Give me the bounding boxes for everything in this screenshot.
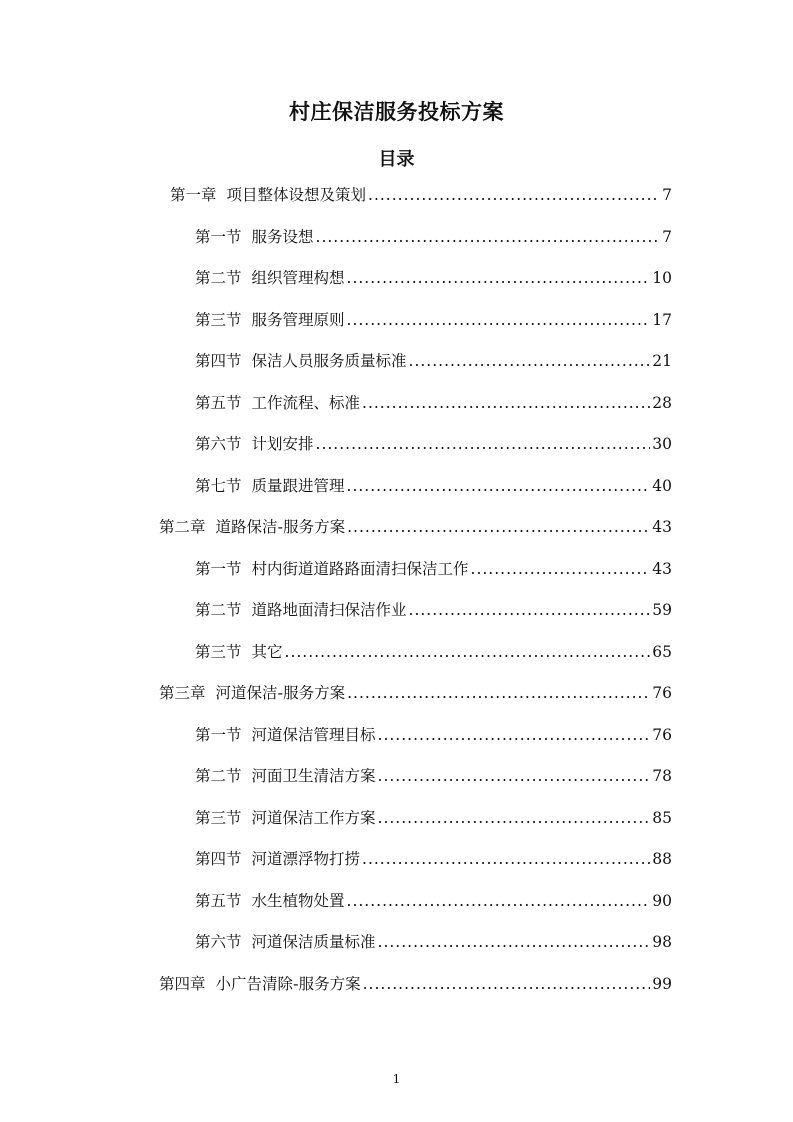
toc-entry-title: 质量跟进管理 [251,476,345,495]
toc-dot-leader [285,643,651,661]
toc-section-entry[interactable] [195,598,672,628]
toc-section-entry[interactable] [195,640,672,670]
document-title: 村庄保洁服务投标方案 [289,100,504,124]
toc-section-entry[interactable] [195,474,672,504]
toc-entry-label: 第三节 [195,642,242,661]
toc-entry-page: 43 [652,559,672,578]
toc-entry-page: 76 [652,725,672,744]
toc-dot-leader [316,435,651,453]
toc-entry-label: 第一节 [195,559,242,578]
toc-dot-leader [378,726,651,744]
toc-entry-title: 小广告清除-服务方案 [215,974,361,993]
toc-entry-page: 43 [652,518,672,536]
toc-entry-page: 78 [652,767,672,785]
toc-entry-label: 第二节 [195,269,242,287]
toc-dot-leader [347,269,651,287]
toc-dot-leader [363,975,651,993]
toc-entry-title: 道路保洁-服务方案 [215,518,346,536]
toc-section-entry[interactable] [195,557,672,587]
toc-entry-title: 河道保洁工作方案 [251,808,376,827]
toc-chapter-entry[interactable] [159,681,672,711]
toc-entry-title: 组织管理构想 [251,269,345,287]
toc-section-entry[interactable] [195,432,672,462]
toc-entry-label: 第六节 [195,933,242,951]
toc-entry-title: 项目整体设想及策划 [226,186,367,204]
toc-entry-label: 第四节 [195,352,242,370]
toc-entry-label: 第五节 [195,891,242,910]
toc-entry-page: 65 [652,642,672,661]
page-number: 1 [392,1072,401,1086]
toc-entry-title: 水生植物处置 [251,891,345,910]
toc-entry-title: 河道漂浮物打捞 [251,850,361,868]
toc-entry-page: 28 [652,393,672,412]
toc-entry-label: 第三节 [195,310,242,329]
toc-entry-page: 90 [652,891,672,910]
toc-section-entry[interactable] [195,847,672,877]
toc-entry-page: 99 [652,974,672,993]
toc-dot-leader [347,684,650,702]
toc-dot-leader [409,601,651,619]
toc-dot-leader [347,518,650,536]
toc-section-entry[interactable] [195,225,672,255]
toc-entry-label: 第三章 [159,684,206,702]
toc-entry-label: 第七节 [195,476,242,495]
toc-chapter-entry[interactable] [159,515,672,545]
toc-dot-leader [409,352,651,370]
toc-entry-title: 工作流程、标准 [251,393,361,412]
toc-entry-label: 第六节 [195,435,242,453]
toc-dot-leader [347,892,651,910]
toc-dot-leader [316,228,661,246]
toc-dot-leader [378,933,651,951]
toc-entry-title: 村内街道道路路面清扫保洁工作 [251,559,469,578]
toc-entry-label: 第二节 [195,767,242,785]
toc-entry-page: 7 [662,186,672,204]
toc-entry-title: 保洁人员服务质量标准 [251,352,407,370]
toc-dot-leader [347,311,651,329]
toc-dot-leader [471,560,651,578]
toc-entry-label: 第四章 [159,974,206,993]
toc-entry-title: 服务管理原则 [251,310,345,329]
toc-entry-page: 40 [652,476,672,495]
toc-entry-title: 河道保洁质量标准 [251,933,376,951]
toc-section-entry[interactable] [195,266,672,296]
toc-entry-page: 98 [652,933,672,951]
toc-entry-label: 第一章 [170,186,217,204]
toc-entry-page: 7 [662,227,672,246]
toc-entry-label: 第四节 [195,850,242,868]
toc-entry-label: 第三节 [195,808,242,827]
toc-entry-page: 85 [652,808,672,827]
toc-dot-leader [362,850,650,868]
toc-entry-label: 第二节 [195,601,242,619]
toc-entry-label: 第一节 [195,725,242,744]
toc-entry-title: 河道保洁-服务方案 [215,684,346,702]
toc-section-entry[interactable] [195,349,672,379]
toc-section-entry[interactable] [195,889,672,919]
toc-entry-title: 河面卫生清洁方案 [251,767,376,785]
toc-entry-page: 30 [652,435,672,453]
toc-section-entry[interactable] [195,806,672,836]
toc-section-entry[interactable] [195,930,672,960]
toc-dot-leader [368,186,660,204]
toc-dot-leader [362,394,650,412]
toc-dot-leader [378,767,651,785]
toc-entry-label: 第五节 [195,393,242,412]
toc-entry-label: 第二章 [159,518,206,536]
toc-chapter-entry[interactable] [170,183,672,213]
toc-entry-title: 服务设想 [251,227,314,246]
toc-entry-page: 88 [652,850,672,868]
toc-section-entry[interactable] [195,391,672,421]
toc-entry-title: 其它 [251,642,283,661]
toc-entry-title: 河道保洁管理目标 [251,725,376,744]
toc-entry-page: 76 [652,684,672,702]
toc-dot-leader [378,809,651,827]
toc-section-entry[interactable] [195,764,672,794]
toc-entry-page: 10 [652,269,672,287]
toc-chapter-entry[interactable] [159,972,672,1002]
toc-heading: 目录 [378,149,415,170]
toc-entry-page: 21 [652,352,672,370]
toc-entry-title: 计划安排 [251,435,314,453]
toc-entry-title: 道路地面清扫保洁作业 [251,601,407,619]
toc-section-entry[interactable] [195,723,672,753]
toc-entry-label: 第一节 [195,227,242,246]
toc-entry-page: 17 [652,310,672,329]
toc-section-entry[interactable] [195,308,672,338]
toc-entry-page: 59 [652,601,672,619]
toc-dot-leader [347,477,651,495]
